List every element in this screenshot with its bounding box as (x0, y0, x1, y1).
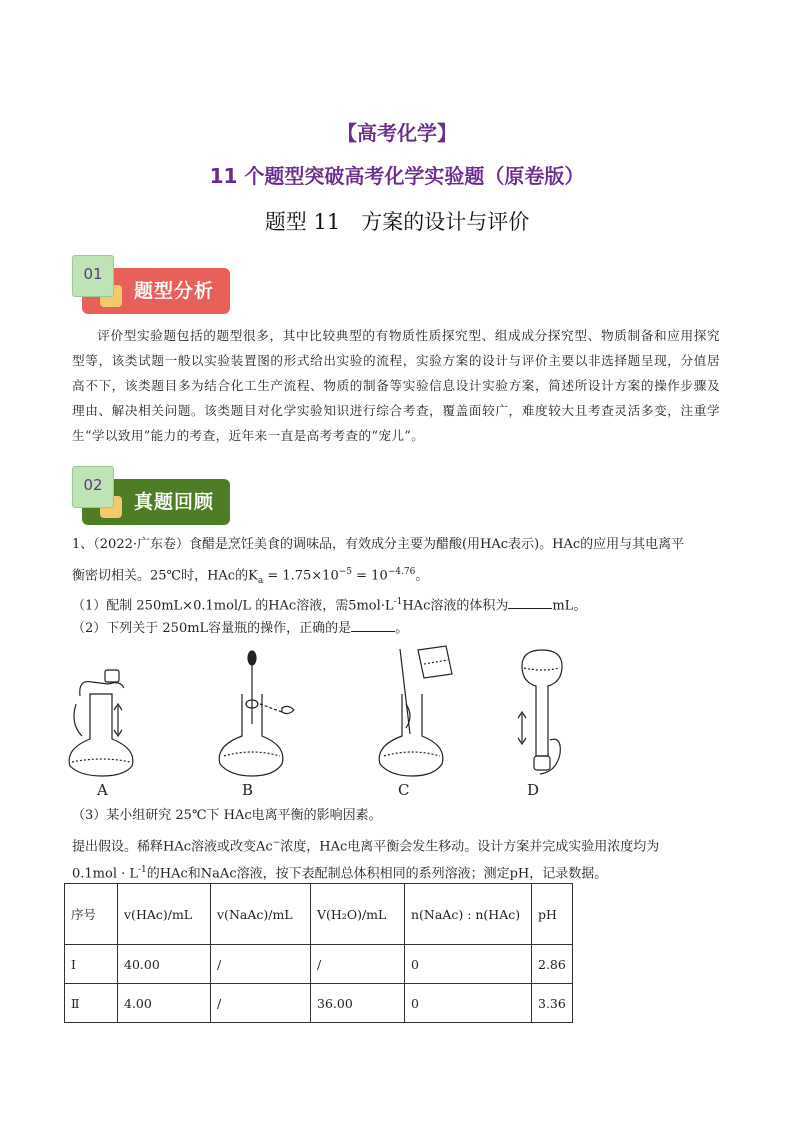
figure-label-c: C (398, 781, 410, 799)
table-row (65, 945, 573, 984)
series-title: 【高考化学】 (337, 121, 457, 145)
table-header-cell: 序号 (65, 884, 118, 945)
question-intro-line2 (72, 561, 732, 592)
text-fragment: = 10 (352, 568, 388, 584)
analysis-paragraph: 评价型实验题包括的题型很多，其中比较典型的有物质性质探究型、组成成分探究型、物质制备和应用探究型等，该类试题一般以实验装置图的形式给出实验的流程，实验方案的设计与评价主要以非选择题呈现，分值居高不下，该类题目多为结合化工生产流程、物质的制备等实验信息设计实验方案，简述所设计方案的操作步骤及理由、解决相关问题。该类题目对化学实验知识进行综合考查，覆盖面较广，难度较大且考查灵活多变，注重学生“学以致用”能力的考查，近年来一直是高考考查的“宠儿”。 (72, 328, 720, 443)
section-number-badge: 01 (72, 255, 114, 297)
text-fragment: 。 (395, 621, 409, 636)
table-cell: / (311, 945, 405, 984)
table-header-cell: pH (532, 884, 573, 945)
table-cell: 4.00 (118, 984, 211, 1023)
table-cell: Ⅱ (65, 984, 118, 1023)
text-fragment: 。 (415, 568, 429, 584)
text-fragment: 衡密切相关。25℃时，HAc的K (72, 568, 258, 584)
figure-label-a: A (97, 781, 108, 799)
question-intro-line1: 1、（2022·广东卷）食醋是烹饪美食的调味品，有效成分主要为醋酸(用HAc表示)。HAc的应用与其电离平 (72, 537, 685, 552)
subscript: a (257, 575, 264, 586)
superscript: −4.76 (387, 567, 416, 577)
question-part1 (72, 591, 732, 617)
text-fragment: = 1.75×10 (263, 568, 339, 584)
question-part3: （3）某小组研究 25℃下 HAc电离平衡的影响因素。 (72, 808, 382, 823)
table-cell: Ⅰ (65, 945, 118, 984)
text-fragment: 0.1mol · L (72, 866, 139, 882)
table-cell: 36.00 (311, 984, 405, 1023)
figure-b-flask-icon (219, 651, 294, 776)
table-cell: 3.36 (532, 984, 573, 1023)
superscript: −5 (338, 567, 353, 577)
table-cell: 40.00 (118, 945, 211, 984)
section-subtitle: 题型 11 方案的设计与评价 (264, 210, 530, 234)
superscript: − (272, 838, 281, 848)
table-header-cell: V(H₂O)/mL (311, 884, 405, 945)
figure-a-flask-icon (69, 670, 133, 776)
figure-label-d: D (527, 781, 540, 799)
superscript: -1 (138, 865, 147, 875)
table-cell: 2.86 (532, 945, 573, 984)
table-cell: / (211, 984, 311, 1023)
text-fragment: 浓度，HAc电离平衡会发生移动。设计方案并完成实验用浓度均为 (280, 839, 660, 855)
table-cell: / (211, 945, 311, 984)
table-header-cell: v(HAc)/mL (118, 884, 211, 945)
superscript: -1 (393, 597, 403, 607)
figure-label-b: B (242, 781, 254, 799)
answer-blank[interactable] (351, 619, 395, 632)
experiment-table (64, 883, 573, 1023)
text-fragment: （1）配制 250mL×0.1mol/L 的HAc溶液，需5mol·L (72, 598, 394, 614)
table-cell: 0 (405, 945, 532, 984)
answer-blank[interactable] (508, 596, 552, 609)
figure-d-flask-icon (518, 650, 562, 774)
hypothesis-line (72, 832, 732, 858)
section-title: 题型分析 (134, 280, 215, 302)
question-part2 (72, 618, 732, 640)
table-header-cell: v(NaAc)/mL (211, 884, 311, 945)
text-fragment: mL。 (552, 598, 587, 614)
table-row (65, 984, 573, 1023)
volumetric-flask-figures (60, 644, 580, 784)
text-fragment: HAc溶液的体积为 (402, 598, 509, 614)
section-title: 真题回顾 (134, 491, 215, 513)
table-cell: 0 (405, 984, 532, 1023)
text-fragment: 提出假设。稀释HAc溶液或改变Ac (72, 839, 273, 855)
table-header-row (65, 884, 573, 945)
text-fragment: （2）下列关于 250mL容量瓶的操作，正确的是 (72, 621, 352, 636)
document-title: 11 个题型突破高考化学实验题（原卷版） (209, 164, 585, 188)
table-header-cell: n(NaAc) : n(HAc) (405, 884, 532, 945)
figure-c-flask-icon (379, 646, 452, 776)
concentration-line (72, 859, 732, 885)
section-number-badge: 02 (72, 466, 114, 508)
text-fragment: 的HAc和NaAc溶液，按下表配制总体积相同的系列溶液；测定pH，记录数据。 (146, 866, 608, 882)
